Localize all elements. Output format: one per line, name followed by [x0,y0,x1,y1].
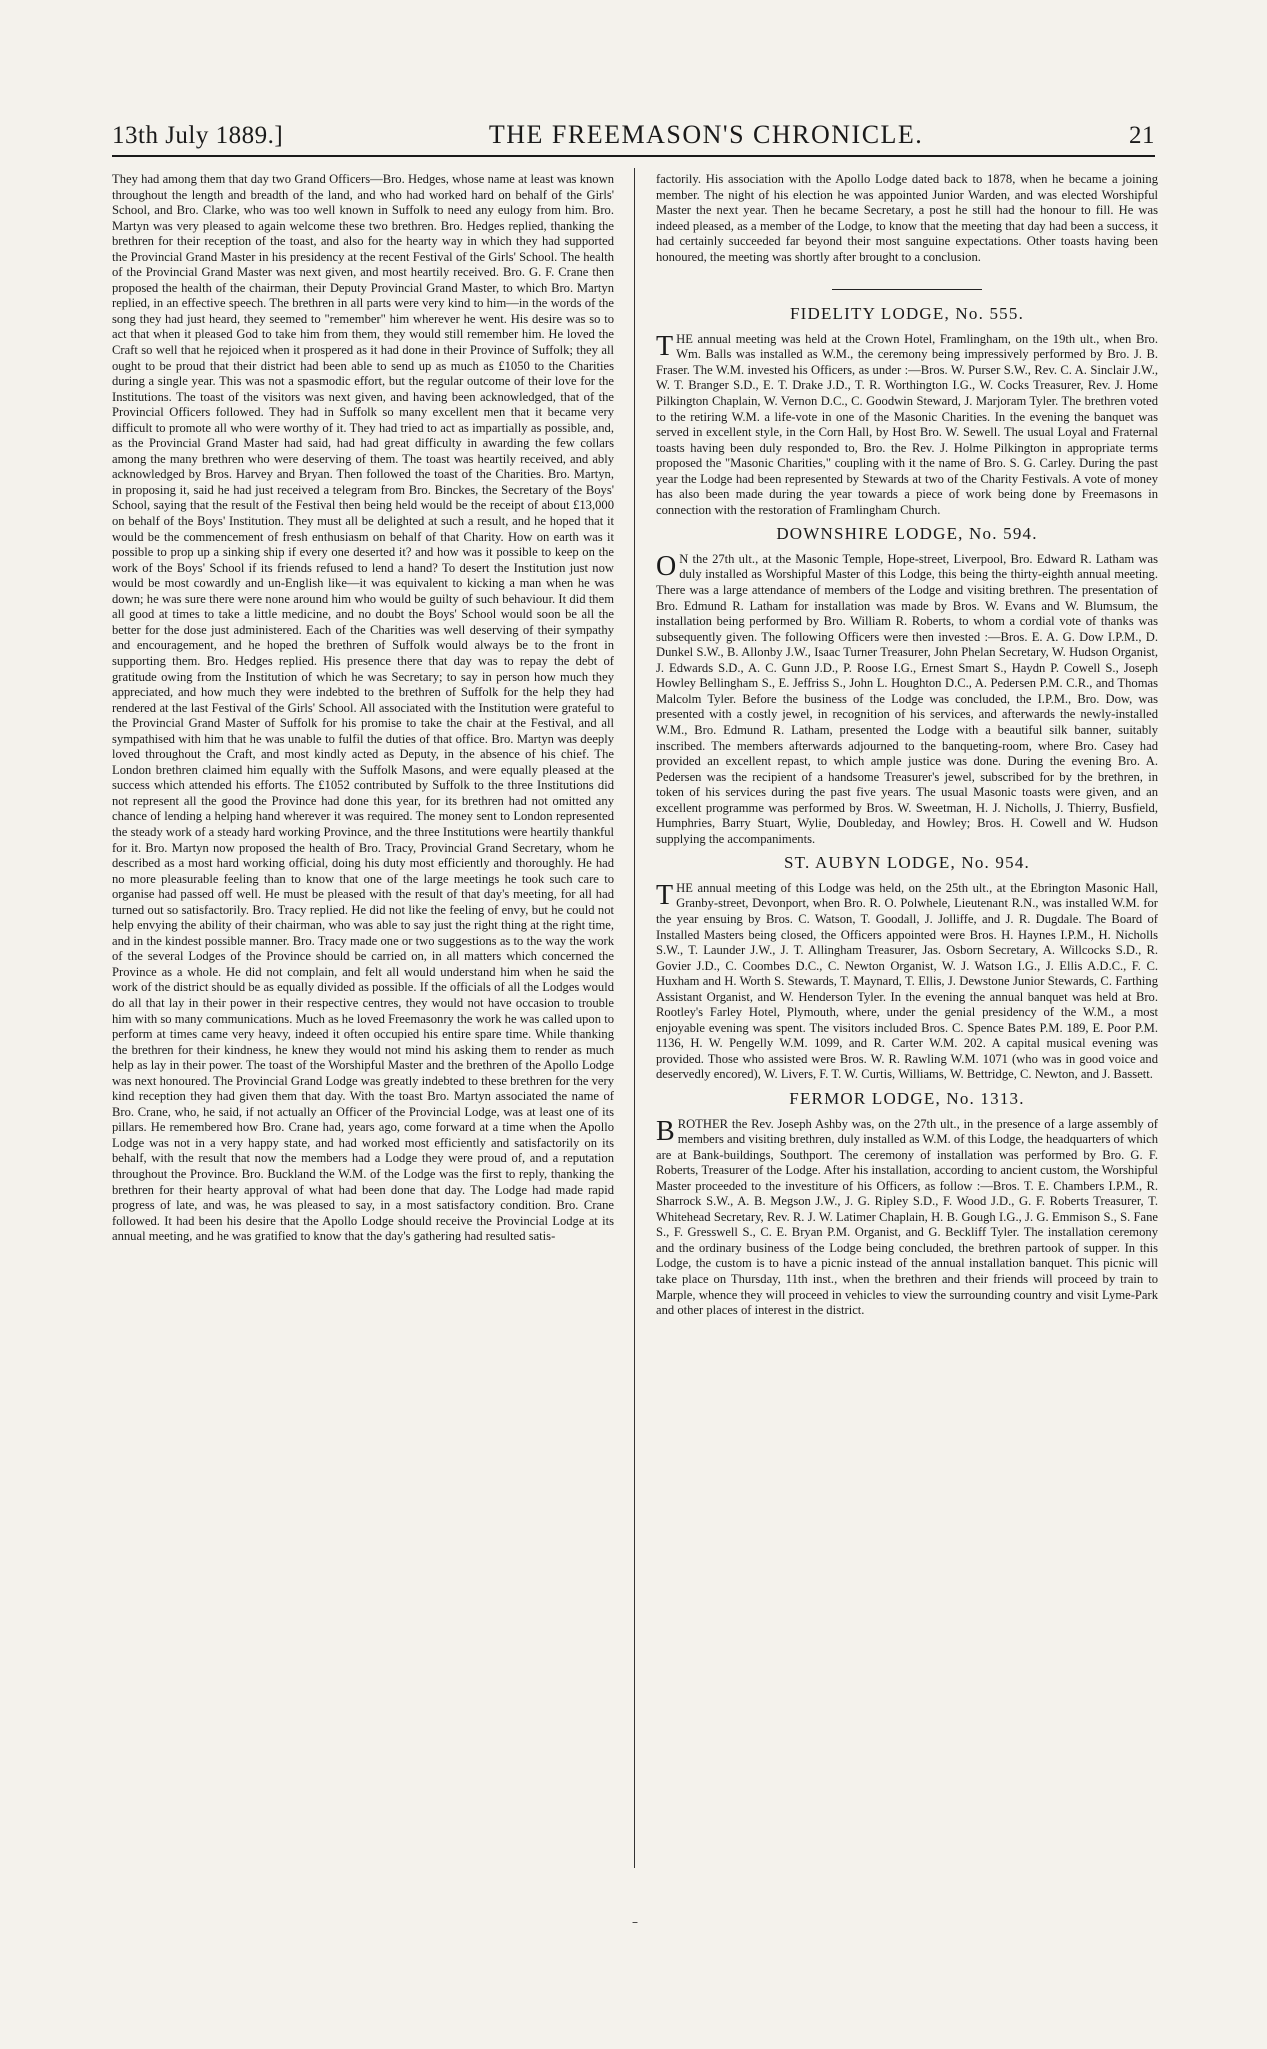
publication-title: THE FREEMASON'S CHRONICLE. [488,120,924,149]
right-column [656,172,1158,1319]
page-end-mark: – [632,1915,638,1929]
section-rule [832,289,982,290]
fermor-lodge-report: BROTHER the Rev. Joseph Ashby was, on the 27th ult., in the presence of a large assembly of members and visiting brethren, duly installed as W.M. of this Lodge, the headquarters of which are at Bank-buildings, Southport. The ceremony of installation was performed by Bro. G. F. Roberts, Treasurer of the Lodge. After his installation, according to ancient custom, the Worshipful Master proceeded to the investiture of his Officers, as follow :—Bros. T. E. Chambers I.P.M., R. Sharrock S.W., A. B. Megson J.W., J. G. Ripley S.D., F. Wood J.D., G. F. Roberts Treasurer, T. Whitehead Secretary, Rev. R. J. W. Latimer Chaplain, H. B. Gough I.G., J. G. Emmison S., S. Fane S., F. Gresswell S., C. E. Bryan P.M. Organist, and G. Beckliff Tyler. The installation ceremony and the ordinary business of the Lodge being concluded, the brethren partook of supper. In this Lodge, the custom is to have a picnic instead of the annual installation banquet. This picnic will take place on Thursday, 11th inst., when the brethren and their friends will proceed by train to Marple, whence they will proceed in vehicles to view the surrounding country and visit Lyme-Park and other places of interest in the district. [656,1115,1158,1318]
st-aubyn-lodge-heading: ST. AUBYN LODGE, No. 954. [784,853,1030,873]
fidelity-lodge-heading: FIDELITY LODGE, No. 555. [789,304,1025,324]
page-number: 21 [1128,122,1155,149]
page-header [112,114,1155,150]
article-continuation-end: factorily. His association with the Apollo Lodge dated back to 1878, when he became a joining member. The night of his election he was appointed Junior Warden, and was elected Worshipful Master the next year. Then he became Secretary, a post he still had the honour to fill. He was indeed pleased, as a member of the Lodge, to know that the meeting that day had been a success, it had certainly succeeded far beyond their most sanguine expectations. Other toasts having been honoured, the meeting was shortly after brought to a conclusion. [656,172,1158,264]
article-continuation: They had among them that day two Grand Officers—Bro. Hedges, whose name at least was known throughout the length and breadth of the land, and who had worked hard on behalf of the Girls' School, and Bro. Clarke, who was too well known in Suffolk to need any eulogy from him. Bro. Martyn was very pleased to again welcome these two brethren. Bro. Hedges replied, thanking the brethren for their reception of the toast, and also for the hearty way in which they had supported the Provincial Grand Master in his presidency at the recent Festival of the Girls' School. The health of the Provincial Grand Master was next given, and most heartily received. Bro. G. F. Crane then proposed the health of the chairman, their Deputy Provincial Grand Master, to which Bro. Martyn replied, in an effective speech. The brethren in all parts were very kind to him—in the words of the song they had just heard, they seemed to "remember" him wherever he went. His desire was so to act that when it pleased God to take him from them, they would still remember him. He loved the Craft so well that he rejoiced when it prospered as it had done in their Province of Suffolk; they all ought to be proud that their district had been able to send up as much as £1050 to the Charities during a single year. This was not a spasmodic effort, but the regular outcome of their love for the Institutions. The toast of the visitors was next given, and having been acknowledged, that of the Provincial Officers followed. They had in Suffolk so many excellent men that it became very difficult to promote all who were worthy of it. They had tried to act as impartially as possible, and, as the Provincial Grand Master had said, had had great difficulty in awarding the few collars among the many brethren who were deserving of them. The toast was heartily received, and ably acknowledged by Bros. Harvey and Bryan. Then followed the toast of the Charities. Bro. Martyn, in proposing it, said he had just received a telegram from Bro. Binckes, the Secretary of the Boys' School, saying that the result of the Festival then being held would be the receipt of about £13,000 on behalf of the Boys' Institution. They must all be delighted at such a result, and he hoped that it would be the commencement of fresh enthusiasm on behalf of that Charity. How on earth was it possible to prop up a sinking ship if every one deserted it? and how was it possible to keep on the work of the Boys' School if its friends refused to lend a hand? To desert the Institution just now would be most cowardly and un-English like—it was equivalent to kicking a man when he was down; he was sure there were none around him who would be guilty of such behaviour. It did them all good at times to take a little medicine, and no doubt the Boys' School would soon be all the better for the dose just administered. Each of the Charities was well deserving of their sympathy and encouragement, and he hoped the brethren of Suffolk would always be to the front in supporting them. Bro. Hedges replied. His presence there that day was to repay the debt of gratitude owing from the Institution of which he was Secretary; to say in person how much they appreciated, and how much they were indebted to the brethren of Suffolk for the help they had rendered at the last Festival of the Girls' School. All associated with the Institution were grateful to the Provincial Grand Master of Suffolk for his promise to take the chair at the Festival, and all sympathised with him that he was unable to fulfil the duties of that office. Bro. Martyn was deeply loved throughout the Craft, and most kindly acted as Deputy, in the absence of his chief. The London brethren claimed him equally with the Suffolk Masons, and were equally pleased at the success which attended his efforts. The £1052 contributed by Suffolk to the three Institutions did not represent all the good the Province had done this year, for its brethren had not omitted any chance of lending a helping hand wherever it was required. The money sent to London represented the steady work of a steady hard working Province, and the three Institutions were heartily thankful for it. Bro. Martyn now proposed the health of Bro. Tracy, Provincial Grand Secretary, whom he described as a most hard working official, doing his duty most efficiently and thoroughly. He had no more pleasurable feeling than to know that one of the large meetings he took such care to organise had passed off well. He must be pleased with the result of that day's meeting, for all had turned out so satisfactorily. Bro. Tracy replied. He did not like the feeling of envy, but he could not help envying the ability of their chairman, who was able to say just the right thing at the right time, and in the kindest possible manner. Bro. Tracy made one or two suggestions as to the way the work of the several Lodges of the Province should be carried on, in all matters which concerned the Province as a whole. He did not complain, and felt all would understand him when he said the work of the district should be as equally divided as possible. If the officials of all the Lodges would do all that lay in their power in their respective centres, they would not have occasion to trouble him with so many communications. Much as he loved Freemasonry the work he was called upon to perform at times came very heavy, indeed it often occupied his entire spare time. While thanking the brethren for their kindness, he knew they would not mind his asking them to render as much help as lay in their power. The toast of the Worshipful Master and the brethren of the Apollo Lodge was next honoured. The Provincial Grand Lodge was greatly indebted to these brethren for the very kind reception they had given them that day. With the toast Bro. Martyn associated the name of Bro. Crane, who, he said, if not actually an Officer of the Provincial Lodge, was at least one of its pillars. He remembered how Bro. Crane had, years ago, come forward at a time when the Apollo Lodge was not in a very happy state, and had worked most efficiently and satisfactorily on its behalf, with the result that now the members had a Lodge they were proud of, and a reputation throughout the Province. Bro. Buckland the W.M. of the Lodge was the first to reply, thanking the brethren for their hearty approval of what had been done that day. The Lodge had made rapid progress of late, and was, he was pleased to say, in a most satisfactory condition. Bro. Crane followed. It had been his desire that the Apollo Lodge should receive the Provincial Lodge at its annual meeting, and he was gratified to know that the day's gathering had resulted satis- [112,172,614,1244]
column-divider [634,168,635,1868]
downshire-lodge-report: ON the 27th ult., at the Masonic Temple, Hope-street, Liverpool, Bro. Edward R. Latham was duly installed as Worshipful Master of this Lodge, this being the thirty-eighth annual meeting. There was a large attendance of members of the Lodge and visiting brethren. The presentation of Bro. Edmund R. Latham for installation was made by Bros. W. Evans and W. Blumsum, the installation being performed by Bro. William R. Roberts, to whom a cordial vote of thanks was subsequently given. The following Officers were then invested :—Bros. E. A. G. Dow I.P.M., D. Dunkel S.W., B. Allonby J.W., Isaac Turner Treasurer, John Phelan Secretary, W. Hudson Organist, J. Edwards S.D., A. C. Gunn J.D., P. Roose I.G., Ernest Smart S., Haydn P. Cowell S., Joseph Howley Bellingham S., E. Jeffriss S., John L. Houghton D.C., A. Pedersen P.M. C.R., and Thomas Malcolm Tyler. Before the business of the Lodge was concluded, the I.P.M., Bro. Dow, was presented with a costly jewel, in recognition of his services, and afterwards the newly-installed W.M., Bro. Edmund R. Latham, presented the Lodge with a beautiful silk banner, suitably inscribed. The members afterwards adjourned to the banqueting-room, where Bro. Casey had provided an excellent repast, to which ample justice was done. During the evening Bro. A. Pedersen was the recipient of a handsome Treasurer's jewel, subscribed for by the brethren, in token of his services during the past five years. The usual Masonic toasts were given, and an excellent programme was performed by Bros. W. Sweetman, H. J. Nicholls, J. Thierry, Busfield, Humphries, Barry Stuart, Wylie, Doubleday, and Howley; Bros. H. Cowell and W. Hudson supplying the accompaniments. [656,550,1158,846]
left-column [112,172,614,1245]
issue-date: 13th July 1889.] [112,122,284,149]
fidelity-lodge-report: THE annual meeting was held at the Crown Hotel, Framlingham, on the 19th ult., when Bro. Wm. Balls was installed as W.M., the ceremony being impressively performed by Bro. J. B. Fraser. The W.M. invested his Officers, as under :—Bros. W. Purser S.W., Rev. C. A. Sinclair J.W., W. T. Branger S.D., E. T. Drake J.D., T. R. Worthington I.G., W. Cocks Treasurer, Rev. J. Home Pilkington Chaplain, W. Vernon D.C., C. Goodwin Steward, J. Marjoram Tyler. The brethren voted to the retiring W.M. a life-vote in one of the Masonic Charities. In the evening the banquet was served in excellent style, in the Corn Hall, by Host Bro. W. Sewell. The usual Loyal and Fraternal toasts having been duly responded to, Bro. the Rev. J. Holme Pilkington in appropriate terms proposed the "Masonic Charities," coupling with it the name of Bro. S. G. Carley. During the past year the Lodge had been represented by Stewards at two of the Charity Festivals. A vote of money has also been made during the year towards a piece of work being done by Freemasons in connection with the restoration of Framlingham Church. [656,330,1158,517]
st-aubyn-lodge-report: THE annual meeting of this Lodge was held, on the 25th ult., at the Ebrington Masonic Hall, Granby-street, Devonport, when Bro. R. O. Polwhele, Lieutenant R.N., was installed W.M. for the year ensuing by Bros. C. Watson, T. Goodall, J. Jolliffe, and J. R. Dugdale. The Board of Installed Masters being closed, the Officers appointed were Bros. H. Haynes I.P.M., H. Nicholls S.W., T. Launder J.W., J. T. Allingham Treasurer, Jas. Osborn Secretary, A. Willcocks S.D., R. Govier J.D., C. Coombes D.C., C. Newton Organist, W. J. Watson I.G., J. Ellis A.D.C., F. C. Huxham and H. Worth S. Stewards, T. Maynard, T. Ellis, J. Dewstone Junior Stewards, C. Farthing Assistant Organist, and W. Henderson Tyler. In the evening the annual banquet was held at Bro. Rootley's Farley Hotel, Plymouth, where, under the genial presidency of the W.M., a most enjoyable evening was spent. The visitors included Bros. C. Spence Bates P.M. 189, E. Poor P.M. 1136, H. W. Pengelly W.M. 1099, and R. Carter W.M. 202. A capital musical evening was provided. Those who assisted were Bros. W. R. Rawling W.M. 1071 (who was in good voice and deservedly encored), W. Livers, F. T. W. Curtis, Williams, W. Bettridge, C. Newton, and J. Bassett. [656,879,1158,1082]
downshire-lodge-heading: DOWNSHIRE LODGE, No. 594. [776,524,1038,544]
header-rule [112,155,1155,157]
fermor-lodge-heading: FERMOR LODGE, No. 1313. [789,1088,1025,1108]
